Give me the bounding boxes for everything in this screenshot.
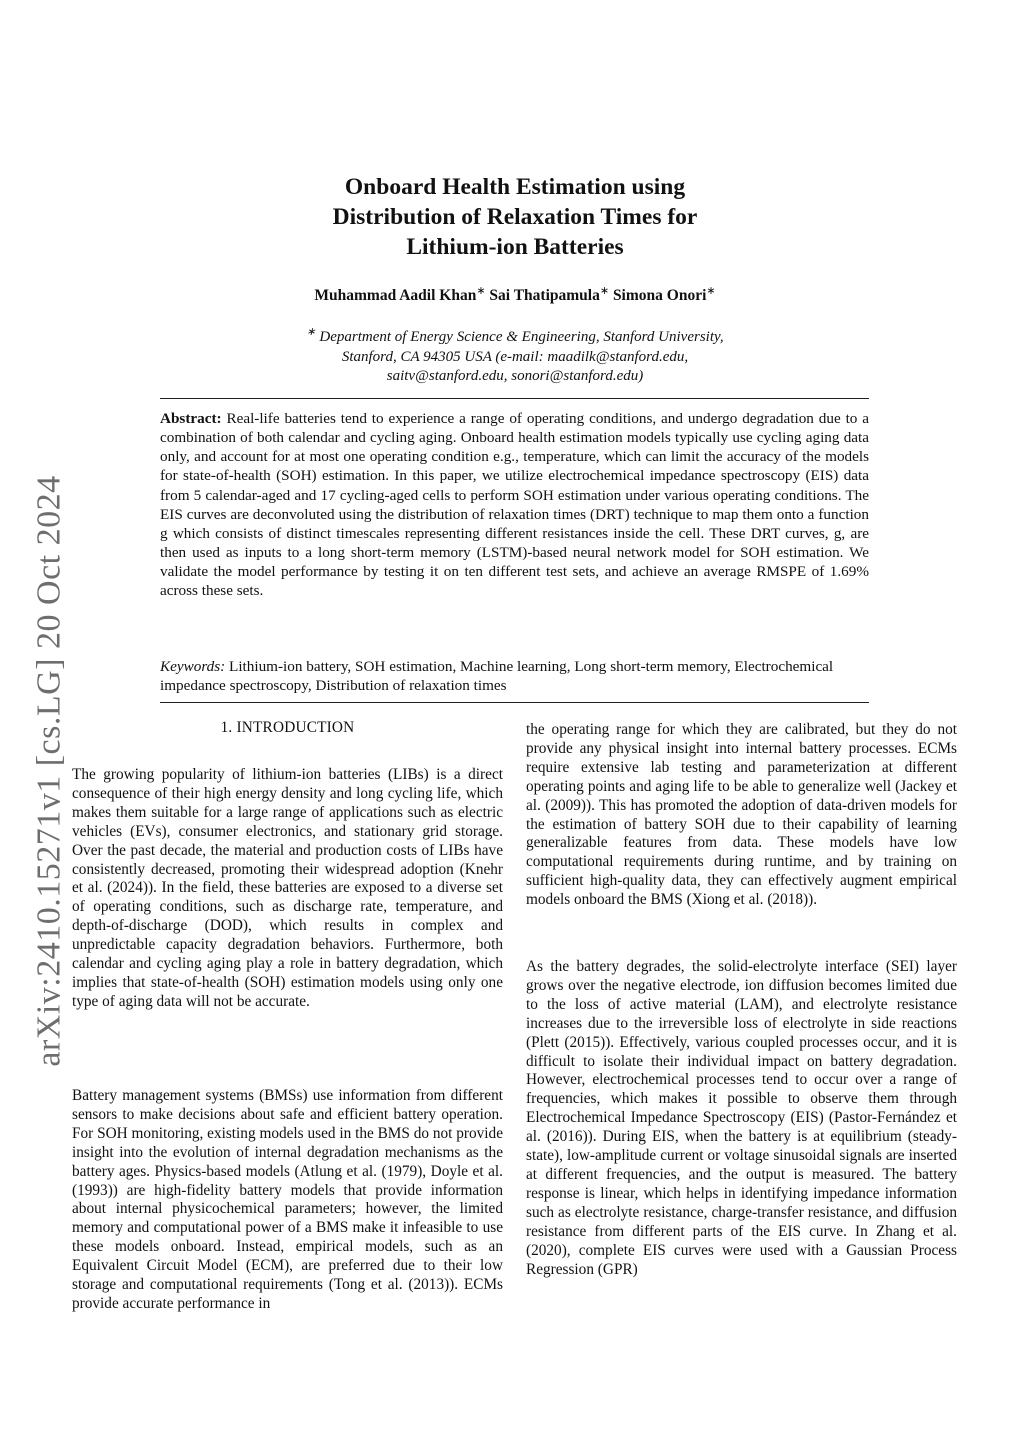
title-line-2: Distribution of Relaxation Times for bbox=[332, 204, 698, 230]
author-name: Simona Onori bbox=[612, 287, 707, 305]
left-column-paragraph-1 bbox=[72, 766, 503, 1012]
right-column-paragraph-1 bbox=[526, 721, 957, 910]
bottom-divider bbox=[160, 702, 869, 703]
top-divider bbox=[160, 398, 869, 399]
affiliation-line-3: saitv@stanford.edu, sonori@stanford.edu) bbox=[386, 368, 644, 384]
paper-title bbox=[170, 172, 860, 262]
arxiv-identifier-stamp bbox=[28, 455, 72, 1087]
affiliation-line-1: Department of Energy Science & Engineering, Stanford University, bbox=[319, 329, 724, 345]
affiliation-block bbox=[170, 323, 860, 387]
keywords-text: Lithium-ion battery, SOH estimation, Machine learning, Long short-term memory, Electrochemical impedance spectroscopy, Distribution of relaxation times bbox=[160, 658, 834, 695]
arxiv-identifier-text: arXiv:2410.15271v1 [cs.LG] 20 Oct 2024 bbox=[31, 475, 68, 1067]
author-list bbox=[170, 284, 860, 305]
title-line-1: Onboard Health Estimation using bbox=[344, 174, 686, 200]
paragraph-text: As the battery degrades, the solid-electrolyte interface (SEI) layer grows over the negative electrode, ion diffusion becomes limited due to the loss of active material (LAM), and electrolyte resistance increases due to the irreversible loss of electrolyte in side reactions (Plett (2015)). Effectively, various coupled processes occur, and it is difficult to isolate their individual impact on battery degradation. However, electrochemical processes tend to occur over a range of frequencies, which makes it possible to observe them through Electrochemical Impedance Spectroscopy (EIS) (Pastor-Fernández et al. (2016)). During EIS, when the battery is at equilibrium (steady-state), low-amplitude current or voltage sinusoidal signals are inserted at different frequencies, and the output is measured. The battery response is linear, which helps in identifying impedance information such as electrolyte resistance, charge-transfer resistance, and diffusion resistance from different parts of the EIS curve. In Zhang et al. (2020), complete EIS curves were used with a Gaussian Process Regression (GPR) bbox=[526, 958, 957, 1278]
author-name: Muhammad Aadil Khan bbox=[314, 287, 477, 305]
affiliation-mark: ∗ bbox=[476, 285, 486, 297]
paragraph-text: The growing popularity of lithium-ion batteries (LIBs) is a direct consequence of their high energy density and long cycling life, which makes them suitable for a large range of applications such as electric vehicles (EVs), consumer electronics, and stationary grid storage. Over the past decade, the material and production costs of LIBs have consistently decreased, promoting their widespread adoption (Knehr et al. (2024)). In the field, these batteries are exposed to a diverse set of operating conditions, such as discharge rate, temperature, and depth-of-discharge (DOD), which results in complex and unpredictable capacity degradation behaviors. Furthermore, both calendar and cycling aging play a role in battery degradation, which implies that state-of-health (SOH) estimation models using only one type of aging data will not be accurate. bbox=[72, 766, 503, 1010]
left-column-paragraph-2 bbox=[72, 1087, 503, 1314]
author-name: Sai Thatipamula bbox=[489, 287, 600, 305]
paragraph-text: the operating range for which they are calibrated, but they do not provide any physical insight into internal battery processes. ECMs require extensive lab testing and parameterization at different operating points and aging life to be able to generalize well (Jackey et al. (2009)). This has promoted the adoption of data-driven models for the estimation of battery SOH due to their capability of learning generalizable features from data. These models have low computational requirements during runtime, and by training on sufficient high-quality data, they can effectively augment empirical models onboard the BMS (Xiong et al. (2018)). bbox=[526, 721, 957, 909]
abstract-block bbox=[160, 409, 869, 601]
affiliation-mark: ∗ bbox=[706, 285, 716, 297]
affiliation-mark: ∗ bbox=[599, 285, 610, 297]
right-column-paragraph-2 bbox=[526, 958, 957, 1279]
abstract-label: Abstract: bbox=[160, 410, 222, 427]
affiliation-mark: ∗ bbox=[306, 326, 316, 338]
paragraph-text: Battery management systems (BMSs) use information from different sensors to make decisions about safe and efficient battery operation. For SOH monitoring, existing models used in the BMS do not provide insight into the evolution of internal degradation mechanisms as the battery ages. Physics-based models (Atlung et al. (1979), Doyle et al. (1993)) are high-fidelity battery models that provide information about internal physicochemical parameters; however, the limited memory and computational power of a BMS make it infeasible to use these models onboard. Instead, empirical models, such as an Equivalent Circuit Model (ECM), are preferred due to their low storage and computational requirements (Tong et al. (2013)). ECMs provide accurate performance in bbox=[72, 1087, 503, 1312]
keywords-label: Keywords: bbox=[160, 658, 226, 675]
title-line-3: Lithium-ion Batteries bbox=[406, 234, 624, 260]
abstract-text: Real-life batteries tend to experience a range of operating conditions, and undergo degradation due to a combination of both calendar and cycling aging. Onboard health estimation models typically use cycling aging data only, and account for at most one operating condition e.g., temperature, which can limit the accuracy of the models for state-of-health (SOH) estimation. In this paper, we utilize electrochemical impedance spectroscopy (EIS) data from 5 calendar-aged and 17 cycling-aged cells to perform SOH estimation under various operating conditions. The EIS curves are deconvoluted using the distribution of relaxation times (DRT) technique to map them onto a function g which consists of distinct timescales representing different resistances inside the cell. These DRT curves, g, are then used as inputs to a long short-term memory (LSTM)-based neural network model for SOH estimation. We validate the model performance by testing it on ten different test sets, and achieve an average RMSPE of 1.69% across these sets. bbox=[160, 410, 869, 600]
keywords-block bbox=[160, 657, 869, 695]
section-heading: 1. INTRODUCTION bbox=[220, 719, 355, 736]
affiliation-line-2: Stanford, CA 94305 USA (e-mail: maadilk@stanford.edu, bbox=[341, 348, 689, 365]
